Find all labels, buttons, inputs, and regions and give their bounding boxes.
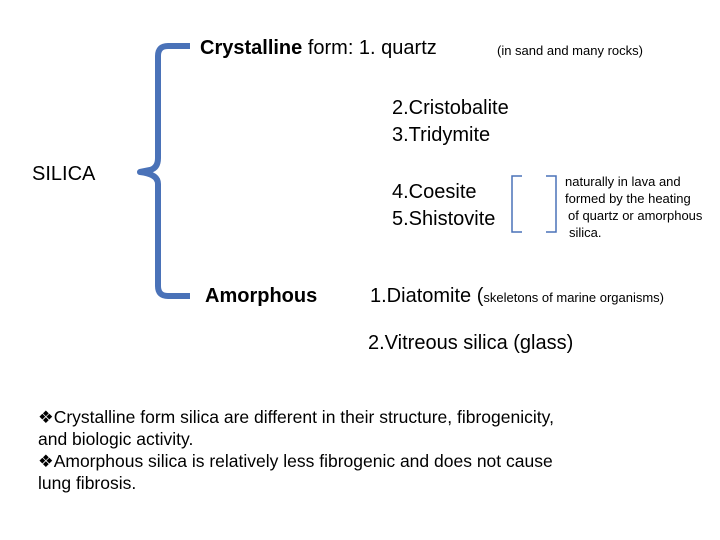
diatomite-text: 1.Diatomite (	[370, 285, 484, 307]
tridymite-item: 3.Tridymite	[392, 124, 491, 146]
crystalline-heading-bold: Crystalline	[200, 37, 303, 59]
quartz-note: (in sand and many rocks)	[497, 43, 643, 58]
bullet-2-line-2: lung fibrosis.	[38, 473, 137, 493]
coesite-item: 4.Coesite	[392, 181, 477, 203]
main-brace	[140, 46, 187, 296]
bullet-2-text: Amorphous silica is relatively less fibrogenic and does not cause	[53, 451, 553, 471]
note-line: naturally in lava and	[565, 174, 681, 189]
bullet-1-text: Crystalline form silica are different in their structure, fibrogenicity,	[53, 407, 554, 427]
bullet-notes	[38, 406, 678, 494]
note-line: formed by the heating	[565, 191, 691, 206]
bullet-1-line-1	[38, 406, 678, 428]
amorphous-heading: Amorphous	[205, 285, 318, 307]
small-bracket-left	[512, 176, 522, 232]
diamond-bullet-icon: ❖	[38, 451, 54, 471]
note-line: silica.	[569, 225, 602, 240]
note-line: of quartz or amorphous	[568, 208, 703, 223]
small-bracket-right	[546, 176, 556, 232]
high-pressure-note	[565, 173, 702, 241]
crystalline-heading	[200, 38, 437, 58]
diatomite-item	[370, 286, 664, 306]
diamond-bullet-icon: ❖	[38, 407, 54, 427]
bullet-2-line-1	[38, 450, 678, 472]
vitreous-item: 2.Vitreous silica (glass)	[368, 332, 574, 354]
cristobalite-item: 2.Cristobalite	[392, 97, 509, 119]
crystalline-heading-rest: form: 1. quartz	[302, 37, 437, 59]
shistovite-item: 5.Shistovite	[392, 208, 496, 230]
diatomite-note: skeletons of marine organisms)	[483, 290, 665, 305]
bullet-1-line-2: and biologic activity.	[38, 429, 194, 449]
silica-label: SILICA	[32, 163, 96, 185]
